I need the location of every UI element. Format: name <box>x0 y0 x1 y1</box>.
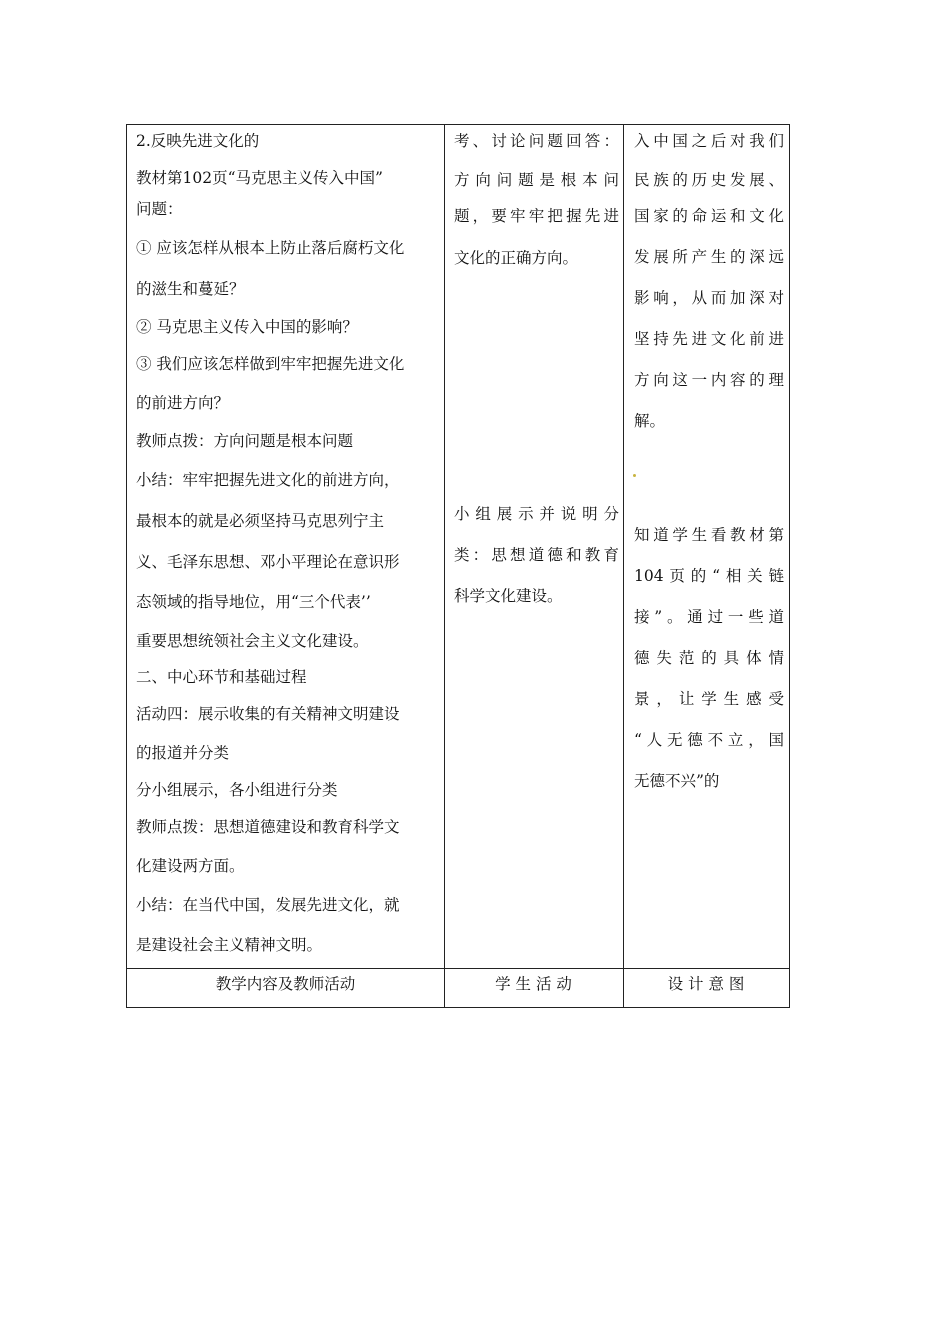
text-line: 解。 <box>634 412 666 430</box>
text-line: 影响，从而加深对 <box>634 289 784 307</box>
text-line: 考、讨论问题回答： <box>454 132 619 150</box>
design-intent-cell <box>634 129 784 802</box>
text-line: 坚持先进文化前进 <box>634 330 784 348</box>
stray-mark <box>633 474 636 477</box>
lesson-table <box>126 124 790 1008</box>
text-line: 2.反映先进文化的 <box>136 132 260 150</box>
footer-col2-label: 学 生 活 动 <box>495 975 572 993</box>
text-line: 知道学生看教材第 <box>634 526 784 544</box>
text-line: 文化的正确方向。 <box>454 249 579 267</box>
text-line: 民族的历史发展、 <box>634 171 784 189</box>
text-line: 接”。通过一些道 <box>634 608 784 626</box>
text-line: 分小组展示，各小组进行分类 <box>136 781 338 799</box>
text-line: 教材第102页“马克思主义传入中国” <box>136 169 383 187</box>
text-line: 教师点拨：思想道德建设和教育科学文 <box>136 818 400 836</box>
column-divider <box>444 125 445 1007</box>
text-line: 教师点拨：方向问题是根本问题 <box>136 432 354 450</box>
text-line: 最根本的就是必须坚持马克思列宁主 <box>136 512 385 530</box>
row-divider <box>127 968 789 969</box>
text-line: 发展所产生的深远 <box>634 248 784 266</box>
text-line: 小组展示并说明分 <box>454 505 619 523</box>
text-line: 国家的命运和文化 <box>634 207 784 225</box>
text-line: 题，要牢牢把握先进 <box>454 207 619 225</box>
text-line: 科学文化建设。 <box>454 587 563 605</box>
text-line: 方向这一内容的理 <box>634 371 784 389</box>
text-line: 问题： <box>136 200 183 218</box>
text-line: ③ 我们应该怎样做到牢牢把握先进文化 <box>136 355 405 373</box>
text-line: 化建设两方面。 <box>136 857 245 875</box>
text-line: 104页的“相关链 <box>634 567 784 585</box>
text-line: 的滋生和蔓延？ <box>136 280 245 298</box>
text-line: 义、毛泽东思想、邓小平理论在意识形 <box>136 553 400 571</box>
text-line: 的前进方向？ <box>136 394 230 412</box>
text-line: 活动四：展示收集的有关精神文明建设 <box>136 705 400 723</box>
text-line: ② 马克思主义传入中国的影响？ <box>136 318 358 336</box>
text-line: 德失范的具体情 <box>634 649 784 667</box>
teacher-activity-cell <box>136 129 441 965</box>
text-line: 小结：在当代中国，发展先进文化，就 <box>136 896 400 914</box>
text-line: 小结：牢牢把握先进文化的前进方向， <box>136 471 400 489</box>
footer-col1-label: 教学内容及教师活动 <box>215 975 356 993</box>
text-line: “人无德不立，国 <box>634 731 784 749</box>
text-line: ① 应该怎样从根本上防止落后腐朽文化 <box>136 239 405 257</box>
text-line: 的报道并分类 <box>136 744 230 762</box>
column-divider <box>623 125 624 1007</box>
text-line: 方向问题是根本问 <box>454 171 619 189</box>
text-line: 是建设社会主义精神文明。 <box>136 936 323 954</box>
student-activity-cell <box>454 129 619 617</box>
spacer <box>454 279 619 494</box>
text-line: 重要思想统领社会主义文化建设。 <box>136 632 369 650</box>
footer-col3-label: 设 计 意 图 <box>667 975 745 993</box>
text-line: 入中国之后对我们 <box>634 132 784 150</box>
text-line: 无德不兴”的 <box>634 772 720 790</box>
text-line: 态领域的指导地位，用“三个代表’’ <box>136 593 371 611</box>
text-line: 类：思想道德和教育 <box>454 546 619 564</box>
text-line: 二、中心环节和基础过程 <box>136 668 307 686</box>
spacer <box>634 442 784 515</box>
text-line: 景，让学生感受 <box>634 690 784 708</box>
